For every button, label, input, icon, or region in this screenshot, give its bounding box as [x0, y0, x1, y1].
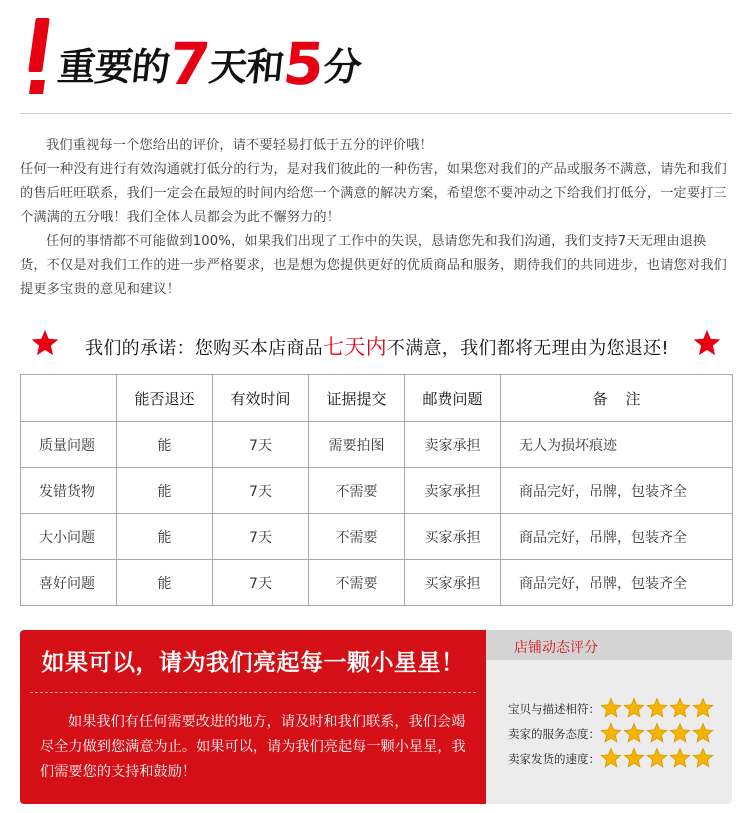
column-header — [21, 375, 117, 422]
promise-suffix: 不满意，我们都将无理由为您退还! — [386, 338, 669, 359]
plea-body: 如果我们有任何需要改进的地方，请及时和我们联系，我们会竭尽全力做到您满意为止。如果可以，请为我们亮起每一颗小星星，我们需要您的支持和鼓励！ — [40, 714, 466, 780]
gold-star-icon — [669, 747, 691, 769]
gold-star-icon — [669, 722, 691, 744]
gold-star-icon — [623, 697, 645, 719]
gold-star-icon — [669, 697, 691, 719]
column-header: 邮费问题 — [405, 375, 501, 422]
table-cell: 不需要 — [309, 560, 405, 606]
gold-star-icon — [692, 722, 714, 744]
rating-row-shipping — [508, 747, 728, 769]
title-part-3: 分 — [321, 45, 363, 89]
gold-star-icon — [600, 697, 622, 719]
title-part-1: 重要的 — [55, 45, 172, 89]
gold-star-icon — [646, 697, 668, 719]
exclamation-bar — [28, 18, 50, 72]
rating-row-service — [508, 722, 728, 744]
table-cell: 能 — [117, 422, 213, 468]
title-part-2: 天和 — [206, 45, 286, 89]
rating-row-description — [508, 697, 728, 719]
table-cell: 商品完好，吊牌，包装齐全 — [501, 514, 733, 560]
table-cell: 发错货物 — [21, 468, 117, 514]
star-rating — [600, 747, 715, 769]
intro-paragraph-3: 任何的事情都不可能做到100%，如果我们出现了工作中的失误，恳请您先和我们沟通，我们支持7天无理由退换货，不仅是对我们工作的进一步严格要求，也是想为您提供更好的优质商品和服务，期待我们的共同进步，也请您对我们提更多宝贵的意见和建议！ — [20, 234, 727, 297]
table-row — [21, 560, 733, 606]
intro-paragraph-2: 任何一种没有进行有效沟通就打低分的行为，是对我们彼此的一种伤害，如果您对我们的产品或服务不满意，请先和我们的售后旺旺联系，我们一定会在最短的时间内给您一个满意的解决方案，希望您不要冲动之下给我们打低分，一定要打三个满满的五分哦！我们全体人员都会为此不懈努力的！ — [20, 162, 727, 225]
gold-star-icon — [692, 697, 714, 719]
gold-star-icon — [600, 722, 622, 744]
red-star-icon — [692, 328, 722, 358]
gold-star-icon — [646, 747, 668, 769]
plea-title: 如果可以，请为我们亮起每一颗小星星！ — [41, 649, 465, 676]
star-rating — [600, 722, 715, 744]
promise-highlight: 七天内 — [322, 335, 387, 359]
header-divider — [20, 113, 732, 114]
dashed-divider — [30, 692, 476, 693]
table-cell: 大小问题 — [21, 514, 117, 560]
table-cell: 买家承担 — [405, 560, 501, 606]
title-number-7: 7 — [165, 30, 214, 98]
table-cell: 买家承担 — [405, 514, 501, 560]
table-cell: 需要拍图 — [309, 422, 405, 468]
table-cell: 不需要 — [309, 514, 405, 560]
gold-star-icon — [623, 747, 645, 769]
table-header-row — [21, 375, 733, 422]
table-cell: 卖家承担 — [405, 468, 501, 514]
column-header: 备注 — [501, 375, 733, 422]
table-cell: 商品完好，吊牌，包装齐全 — [501, 560, 733, 606]
gold-star-icon — [646, 722, 668, 744]
rating-label: 宝贝与描述相符： — [508, 702, 600, 716]
table-cell: 能 — [117, 468, 213, 514]
table-cell: 能 — [117, 560, 213, 606]
page-header — [0, 0, 750, 116]
table-row — [21, 422, 733, 468]
gold-star-icon — [623, 722, 645, 744]
table-cell: 无人为损坏痕迹 — [501, 422, 733, 468]
column-header: 能否退还 — [117, 375, 213, 422]
return-policy-table — [20, 374, 733, 606]
table-cell: 质量问题 — [21, 422, 117, 468]
table-cell: 7天 — [213, 468, 309, 514]
page-title — [55, 30, 364, 98]
promise-prefix: 我们的承诺：您购买本店商品 — [85, 338, 323, 359]
table-cell: 7天 — [213, 422, 309, 468]
table-cell: 7天 — [213, 514, 309, 560]
rating-label: 卖家发货的速度： — [508, 752, 600, 766]
table-cell: 喜好问题 — [21, 560, 117, 606]
promise-text — [70, 331, 684, 361]
table-cell: 7天 — [213, 560, 309, 606]
promise-banner — [30, 328, 722, 360]
intro-text — [20, 134, 732, 302]
table-cell: 不需要 — [309, 468, 405, 514]
table-cell: 商品完好，吊牌，包装齐全 — [501, 468, 733, 514]
table-row — [21, 468, 733, 514]
intro-paragraph-1: 我们重视每一个您给出的评价，请不要轻易打低于五分的评价哦！ — [46, 138, 433, 153]
exclamation-mark — [30, 18, 50, 96]
table-row — [21, 514, 733, 560]
red-star-icon — [30, 328, 60, 358]
rating-label: 卖家的服务态度： — [508, 727, 600, 741]
title-number-5: 5 — [280, 30, 328, 98]
store-rating-box — [486, 630, 732, 804]
rating-request-panel — [20, 630, 732, 804]
column-header: 有效时间 — [213, 375, 309, 422]
table-cell: 能 — [117, 514, 213, 560]
gold-star-icon — [600, 747, 622, 769]
store-rating-title: 店铺动态评分 — [514, 640, 598, 656]
plea-box — [20, 630, 486, 804]
star-rating — [600, 697, 715, 719]
table-cell: 卖家承担 — [405, 422, 501, 468]
store-rating-title-bar — [486, 630, 732, 660]
column-header: 证据提交 — [309, 375, 405, 422]
exclamation-dot — [29, 80, 45, 94]
gold-star-icon — [692, 747, 714, 769]
